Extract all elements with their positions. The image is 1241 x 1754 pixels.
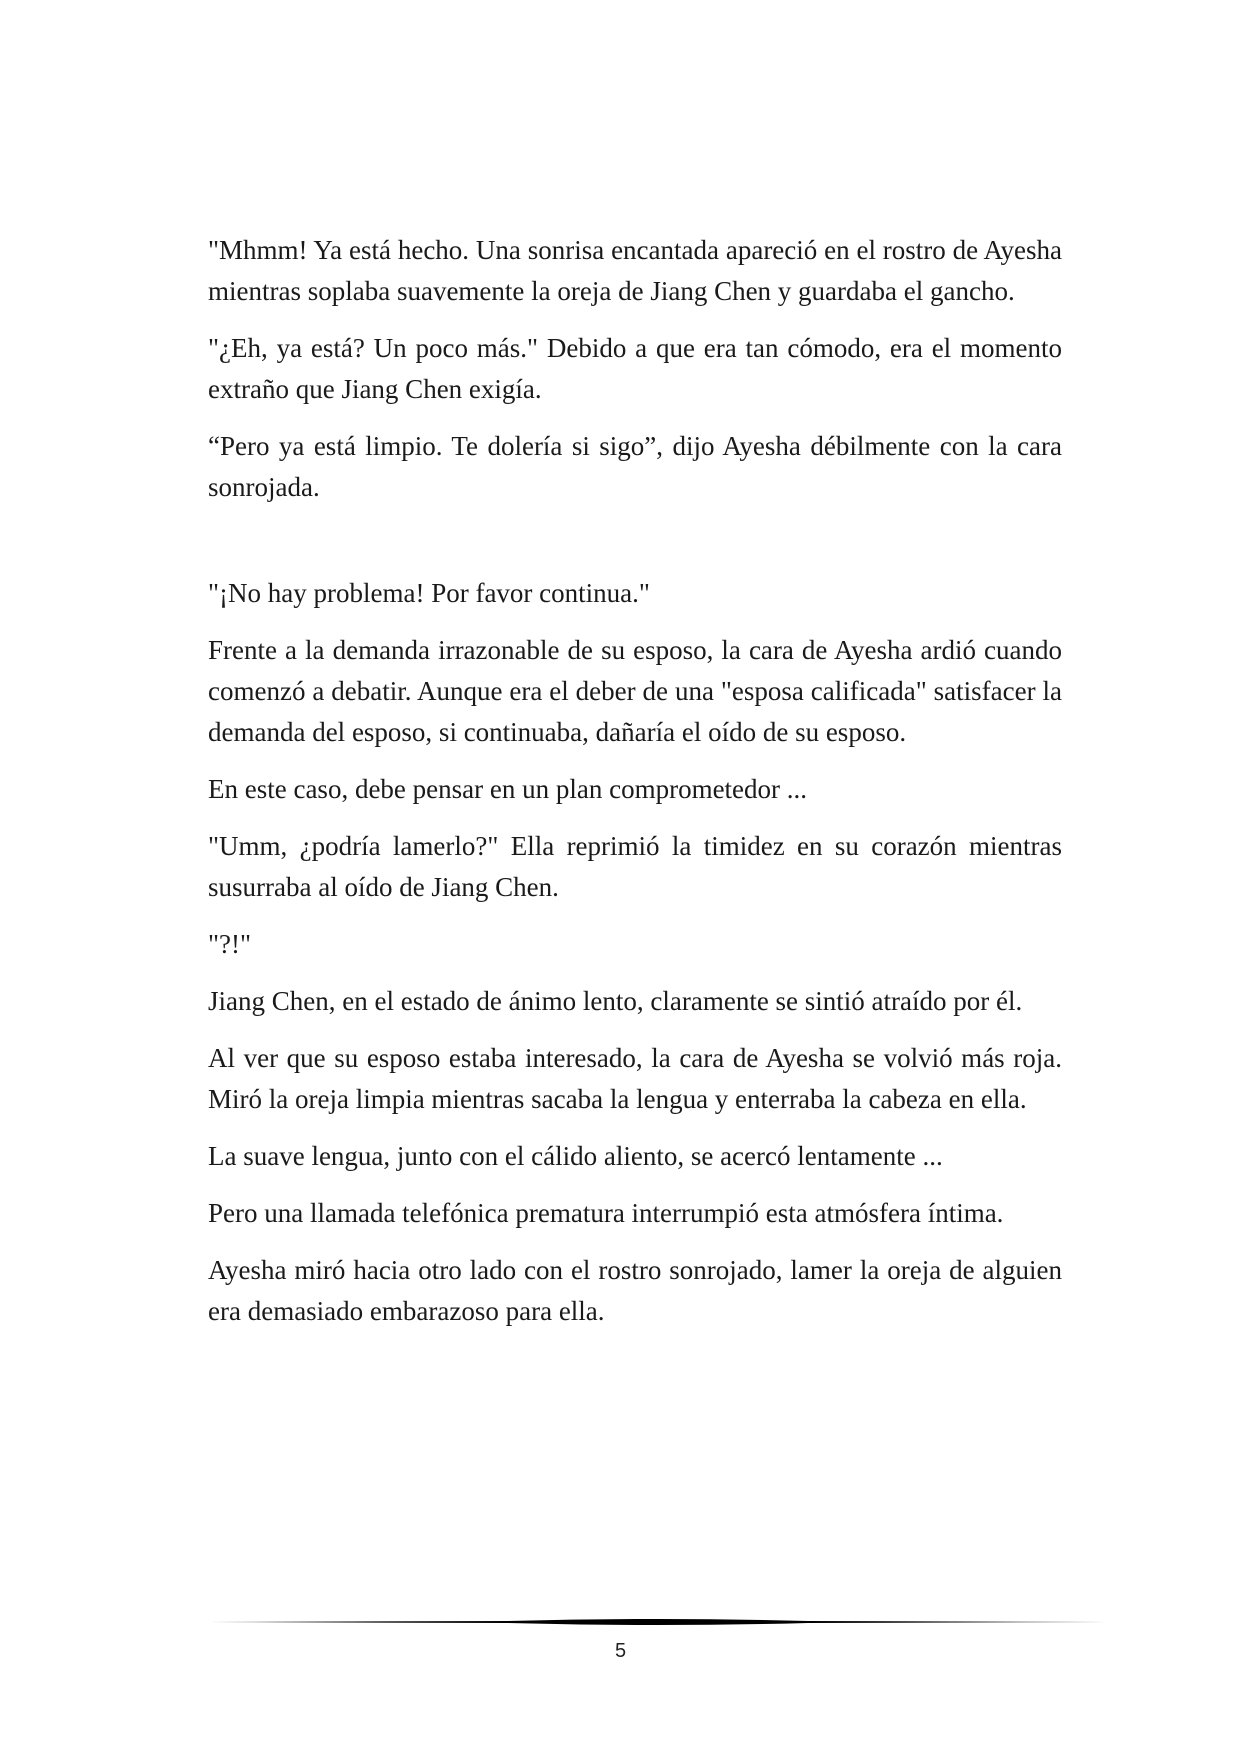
paragraph: “Pero ya está limpio. Te dolería si sigo”, dijo Ayesha débilmente con la cara sonrojada. [208, 431, 1062, 502]
paragraph: "¿Eh, ya está? Un poco más." Debido a que era tan cómodo, era el momento extraño que Jiang Chen exigía. [208, 333, 1062, 404]
paragraph: "?!" [208, 929, 252, 959]
paragraph: Al ver que su esposo estaba interesado, la cara de Ayesha se volvió más roja. Miró la oreja limpia mientras sacaba la lengua y enterraba la cabeza en ella. [208, 1043, 1062, 1114]
paragraph: Frente a la demanda irrazonable de su esposo, la cara de Ayesha ardió cuando comenzó a debatir. Aunque era el deber de una "esposa calificada" satisfacer la demanda del esposo, si continuaba, dañaría el oído de su esposo. [208, 635, 1062, 747]
footer-divider [208, 1617, 1108, 1627]
paragraph: "Umm, ¿podría lamerlo?" Ella reprimió la timidez en su corazón mientras susurraba al oído de Jiang Chen. [208, 831, 1062, 902]
page-number: 5 [614, 1640, 627, 1662]
paragraph: Ayesha miró hacia otro lado con el rostro sonrojado, lamer la oreja de alguien era demasiado embarazoso para ella. [208, 1255, 1062, 1326]
page-body [208, 230, 1062, 1348]
paragraph: Jiang Chen, en el estado de ánimo lento, claramente se sintió atraído por él. [208, 986, 1023, 1016]
paragraph: Pero una llamada telefónica prematura interrumpió esta atmósfera íntima. [208, 1198, 1004, 1228]
paragraph: En este caso, debe pensar en un plan comprometedor ... [208, 774, 808, 804]
paragraph: "Mhmm! Ya está hecho. Una sonrisa encantada apareció en el rostro de Ayesha mientras soplaba suavemente la oreja de Jiang Chen y guardaba el gancho. [208, 235, 1062, 306]
paragraph: "¡No hay problema! Por favor continua." [208, 578, 650, 608]
paragraph: La suave lengua, junto con el cálido aliento, se acercó lentamente ... [208, 1141, 943, 1171]
